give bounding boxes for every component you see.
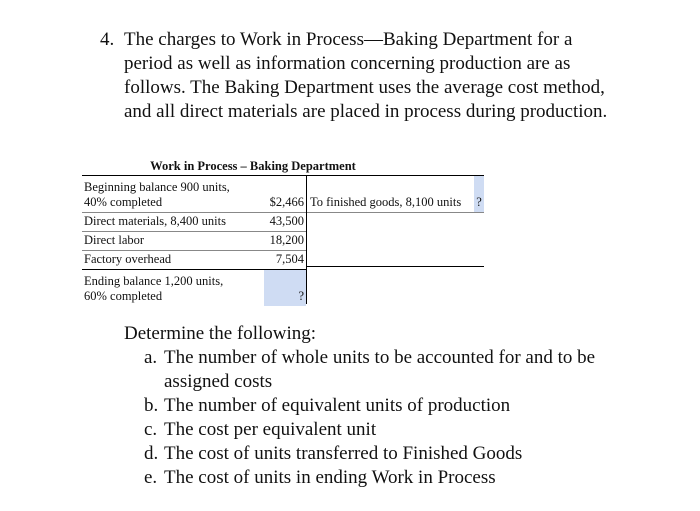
determine-section <box>124 322 624 490</box>
credit-row-finished-goods <box>307 176 484 213</box>
debit-amount: $2,466 <box>269 195 304 209</box>
ledger-title: Work in Process – Baking Department <box>82 158 484 176</box>
credit-amount-unknown: ? <box>474 176 484 212</box>
credit-description: To finished goods, 8,100 units <box>310 195 462 209</box>
problem-number: 4. <box>100 29 115 50</box>
debit-row-direct-labor <box>82 232 306 251</box>
debit-description: Ending balance 1,200 units, 60% completed <box>84 274 224 303</box>
list-item: e. The cost of units in ending Work in Process <box>144 467 496 488</box>
problem-text: The charges to Work in Process—Baking Department for a period as well as information concerning production are as follows. The Baking Department uses the average cost method, and all direct materials are placed in process during production. <box>124 29 608 122</box>
debit-description: Direct labor <box>84 233 145 247</box>
problem-statement <box>100 28 620 124</box>
debit-row-ending-balance <box>82 270 306 306</box>
debit-row-factory-overhead <box>82 251 306 270</box>
t-account-work-in-process <box>82 158 484 304</box>
list-item: b. The number of equivalent units of production <box>144 395 511 416</box>
debit-amount: 43,500 <box>269 214 304 228</box>
debit-row-direct-materials <box>82 213 306 232</box>
determine-list <box>124 346 624 490</box>
debit-description: Factory overhead <box>84 252 172 266</box>
debit-amount-unknown: ? <box>298 289 304 303</box>
list-item: a. The number of whole units to be accounted for and to be assigned costs <box>144 347 596 392</box>
list-item: c. The cost per equivalent unit <box>144 419 377 440</box>
debit-row-beginning-balance <box>82 176 306 213</box>
determine-heading: Determine the following: <box>124 323 317 344</box>
debit-description: Beginning balance 900 units, 40% completed <box>84 180 230 209</box>
credit-side <box>307 176 484 213</box>
debit-side <box>82 176 306 306</box>
debit-description: Direct materials, 8,400 units <box>84 214 226 228</box>
ledger-body <box>82 176 484 304</box>
debit-amount: 18,200 <box>269 233 304 247</box>
list-item: d. The cost of units transferred to Finished Goods <box>144 443 523 464</box>
credit-rule <box>307 266 484 267</box>
debit-amount: 7,504 <box>275 252 304 266</box>
